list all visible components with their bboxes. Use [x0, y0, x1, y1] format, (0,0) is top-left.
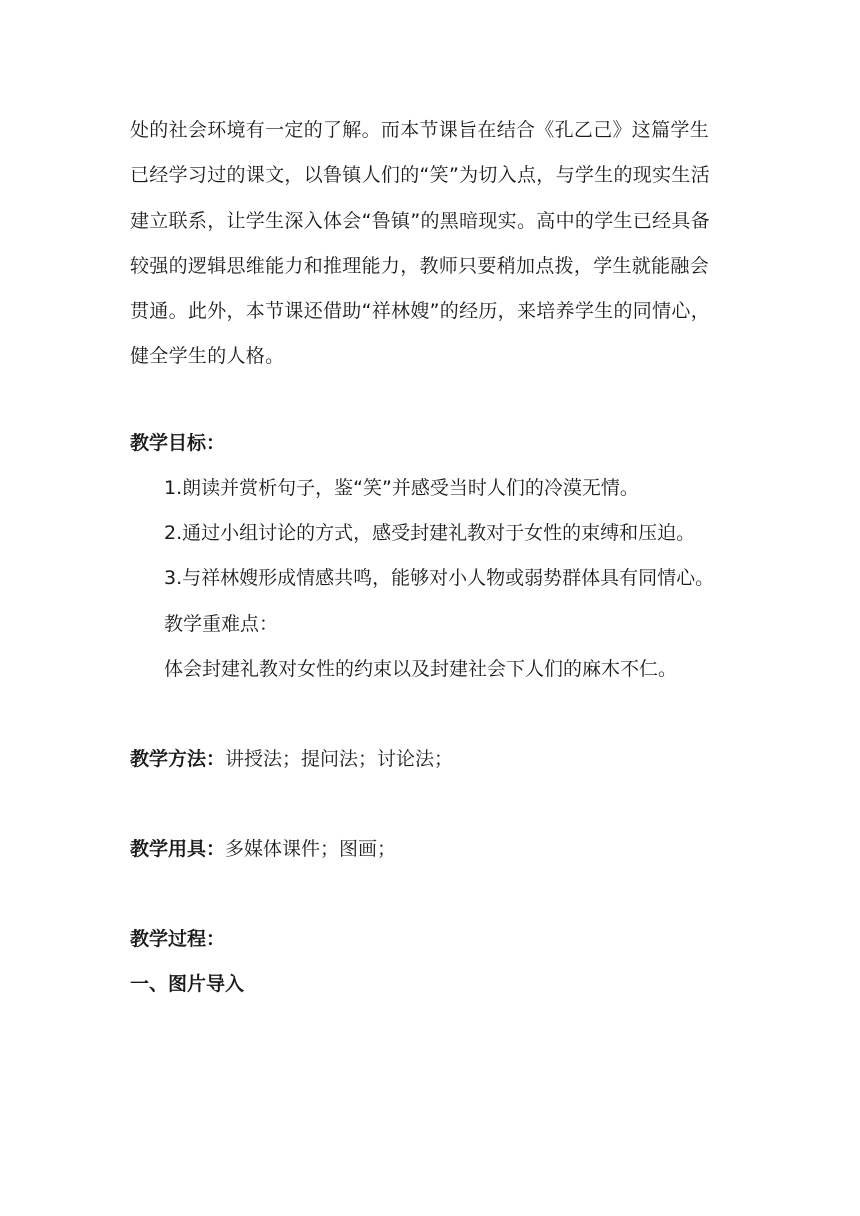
intro-line: 已经学习过的课文，以鲁镇人们的“笑”为切入点，与学生的现实生活: [130, 164, 710, 187]
intro-paragraph: [130, 108, 740, 380]
methods-text: 讲授法；提问法；讨论法；: [225, 748, 454, 770]
objective-item: 1.朗读并赏析句子，鉴“笑”并感受当时人们的冷漠无情。: [164, 477, 639, 499]
key-points-label: 教学重难点：: [164, 613, 279, 635]
key-points-text: 体会封建礼教对女性的约束以及封建社会下人们的麻木不仁。: [164, 658, 678, 680]
tools-heading: 教学用具：: [130, 838, 226, 860]
intro-line: 健全学生的人格。: [130, 345, 285, 368]
intro-line: 贯通。此外，本节课还借助“祥林嫂”的经历，来培养学生的同情心，: [130, 300, 710, 323]
methods-line: [130, 744, 453, 774]
objective-item: 2.通过小组讨论的方式，感受封建礼教对于女性的束缚和压迫。: [164, 522, 696, 544]
intro-line: 较强的逻辑思维能力和推理能力，教师只要稍加点拨，学生就能融会: [130, 254, 710, 277]
process-heading: 教学过程：: [130, 928, 226, 950]
section-one-heading: 一、图片导入: [130, 973, 245, 995]
intro-line: 建立联系，让学生深入体会“鲁镇”的黑暗现实。高中的学生已经具备: [130, 209, 710, 232]
tools-text: 多媒体课件；图画；: [225, 838, 397, 860]
methods-heading: 教学方法：: [130, 748, 226, 770]
intro-line: 处的社会环境有一定的了解。而本节课旨在结合《孔乙己》这篇学生: [130, 119, 710, 141]
tools-line: [130, 834, 396, 864]
objective-item: 3.与祥林嫂形成情感共鸣，能够对小人物或弱势群体具有同情心。: [164, 567, 715, 589]
objectives-heading: 教学目标：: [130, 432, 226, 454]
